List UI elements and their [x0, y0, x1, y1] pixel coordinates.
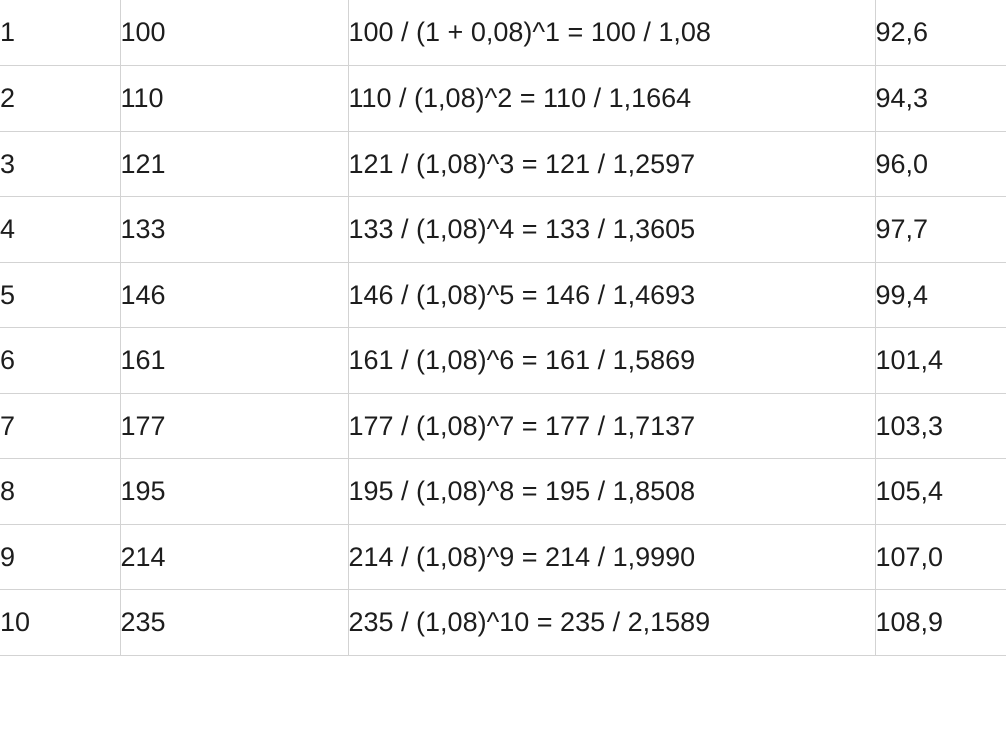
cell-present-value: 94,3: [875, 66, 1006, 132]
cell-present-value: 92,6: [875, 0, 1006, 66]
table-row: [0, 328, 1006, 394]
cell-period: 5: [0, 262, 120, 328]
cell-period: 3: [0, 131, 120, 197]
cell-cash-flow: 177: [120, 393, 348, 459]
cell-period: 1: [0, 0, 120, 66]
cell-calculation: 146 / (1,08)^5 = 146 / 1,4693: [348, 262, 875, 328]
cell-present-value: 101,4: [875, 328, 1006, 394]
cell-calculation: 133 / (1,08)^4 = 133 / 1,3605: [348, 197, 875, 263]
cell-present-value: 105,4: [875, 459, 1006, 525]
cell-calculation: 235 / (1,08)^10 = 235 / 2,1589: [348, 590, 875, 656]
cell-calculation: 195 / (1,08)^8 = 195 / 1,8508: [348, 459, 875, 525]
cell-period: 6: [0, 328, 120, 394]
cell-present-value: 96,0: [875, 131, 1006, 197]
table-row: [0, 66, 1006, 132]
cell-calculation: 177 / (1,08)^7 = 177 / 1,7137: [348, 393, 875, 459]
cell-present-value: 107,0: [875, 524, 1006, 590]
cell-cash-flow: 100: [120, 0, 348, 66]
table-row: [0, 197, 1006, 263]
cell-cash-flow: 133: [120, 197, 348, 263]
cell-present-value: 97,7: [875, 197, 1006, 263]
cell-cash-flow: 235: [120, 590, 348, 656]
cell-cash-flow: 121: [120, 131, 348, 197]
table-row: [0, 131, 1006, 197]
cell-present-value: 99,4: [875, 262, 1006, 328]
table-row: [0, 524, 1006, 590]
cell-period: 7: [0, 393, 120, 459]
cell-period: 8: [0, 459, 120, 525]
cell-cash-flow: 195: [120, 459, 348, 525]
cell-period: 4: [0, 197, 120, 263]
cell-period: 9: [0, 524, 120, 590]
cell-period: 2: [0, 66, 120, 132]
cell-calculation: 161 / (1,08)^6 = 161 / 1,5869: [348, 328, 875, 394]
cell-present-value: 108,9: [875, 590, 1006, 656]
cell-calculation: 121 / (1,08)^3 = 121 / 1,2597: [348, 131, 875, 197]
cell-present-value: 103,3: [875, 393, 1006, 459]
table-row: [0, 590, 1006, 656]
cell-calculation: 100 / (1 + 0,08)^1 = 100 / 1,08: [348, 0, 875, 66]
cell-cash-flow: 146: [120, 262, 348, 328]
cell-calculation: 214 / (1,08)^9 = 214 / 1,9990: [348, 524, 875, 590]
cell-calculation: 110 / (1,08)^2 = 110 / 1,1664: [348, 66, 875, 132]
cell-cash-flow: 110: [120, 66, 348, 132]
table-row: [0, 0, 1006, 66]
cell-period: 10: [0, 590, 120, 656]
cell-cash-flow: 161: [120, 328, 348, 394]
table-row: [0, 262, 1006, 328]
table-row: [0, 459, 1006, 525]
table-row: [0, 393, 1006, 459]
cell-cash-flow: 214: [120, 524, 348, 590]
